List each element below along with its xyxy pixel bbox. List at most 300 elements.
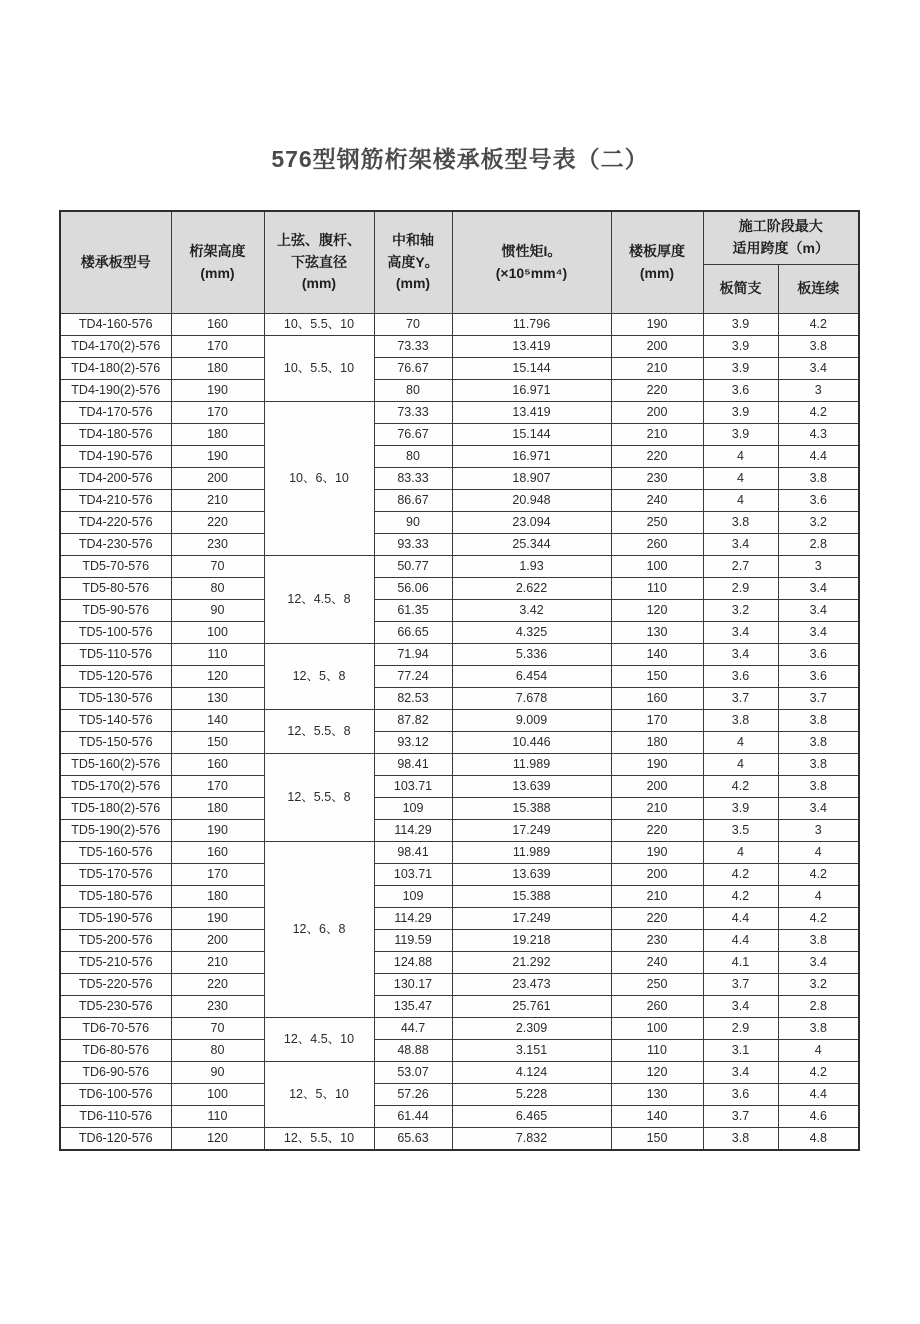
table-row: [60, 974, 859, 996]
cell-slab-thickness: 220: [611, 820, 703, 842]
cell-continuous-span: 3.8: [778, 754, 859, 776]
cell-neutral-axis-height: 66.65: [374, 622, 452, 644]
cell-inertia-moment: 7.678: [452, 688, 611, 710]
cell-slab-thickness: 230: [611, 930, 703, 952]
cell-slab-thickness: 250: [611, 974, 703, 996]
cell-model: TD4-180-576: [60, 424, 171, 446]
cell-model: TD4-180(2)-576: [60, 358, 171, 380]
cell-continuous-span: 3.4: [778, 600, 859, 622]
header-diameter-line2: 下弦直径: [291, 253, 347, 270]
cell-simple-support-span: 3.7: [703, 688, 778, 710]
cell-neutral-axis-height: 103.71: [374, 776, 452, 798]
cell-model: TD5-150-576: [60, 732, 171, 754]
cell-inertia-moment: 13.639: [452, 776, 611, 798]
cell-neutral-axis-height: 124.88: [374, 952, 452, 974]
cell-continuous-span: 4.6: [778, 1106, 859, 1128]
header-simple-support-label: 板简支: [719, 280, 762, 297]
cell-truss-height: 230: [171, 996, 264, 1018]
cell-slab-thickness: 260: [611, 534, 703, 556]
cell-neutral-axis-height: 83.33: [374, 468, 452, 490]
cell-continuous-span: 3: [778, 820, 859, 842]
cell-slab-thickness: 230: [611, 468, 703, 490]
cell-truss-height: 180: [171, 358, 264, 380]
cell-continuous-span: 3.6: [778, 666, 859, 688]
cell-continuous-span: 2.8: [778, 996, 859, 1018]
cell-inertia-moment: 5.228: [452, 1084, 611, 1106]
cell-slab-thickness: 200: [611, 776, 703, 798]
cell-truss-height: 70: [171, 556, 264, 578]
cell-truss-height: 220: [171, 512, 264, 534]
cell-slab-thickness: 150: [611, 1128, 703, 1151]
cell-slab-thickness: 200: [611, 864, 703, 886]
cell-model: TD4-220-576: [60, 512, 171, 534]
header-span-group-line2: 适用跨度（m）: [732, 240, 829, 256]
cell-continuous-span: 4.2: [778, 314, 859, 336]
cell-inertia-moment: 1.93: [452, 556, 611, 578]
table-row: [60, 864, 859, 886]
table-row: [60, 358, 859, 380]
cell-model: TD4-210-576: [60, 490, 171, 512]
cell-model: TD4-190(2)-576: [60, 380, 171, 402]
cell-continuous-span: 4: [778, 842, 859, 864]
cell-diameter: 12、5、10: [264, 1062, 374, 1128]
cell-neutral-axis-height: 61.35: [374, 600, 452, 622]
header-diameter-line3: (mm): [301, 275, 337, 292]
cell-neutral-axis-height: 98.41: [374, 754, 452, 776]
cell-slab-thickness: 260: [611, 996, 703, 1018]
cell-model: TD5-180(2)-576: [60, 798, 171, 820]
cell-continuous-span: 4.2: [778, 402, 859, 424]
cell-simple-support-span: 4.2: [703, 886, 778, 908]
cell-neutral-axis-height: 114.29: [374, 820, 452, 842]
cell-model: TD5-110-576: [60, 644, 171, 666]
cell-slab-thickness: 220: [611, 908, 703, 930]
cell-model: TD5-90-576: [60, 600, 171, 622]
cell-model: TD5-190-576: [60, 908, 171, 930]
cell-neutral-axis-height: 53.07: [374, 1062, 452, 1084]
cell-simple-support-span: 4: [703, 468, 778, 490]
cell-slab-thickness: 110: [611, 578, 703, 600]
cell-truss-height: 160: [171, 754, 264, 776]
table-row: [60, 1062, 859, 1084]
cell-truss-height: 80: [171, 1040, 264, 1062]
cell-continuous-span: 3.4: [778, 622, 859, 644]
header-model: [60, 211, 171, 314]
cell-slab-thickness: 200: [611, 402, 703, 424]
table-row: [60, 556, 859, 578]
header-model-label: 楼承板型号: [80, 253, 151, 270]
cell-model: TD5-170(2)-576: [60, 776, 171, 798]
cell-inertia-moment: 15.388: [452, 798, 611, 820]
cell-simple-support-span: 3.9: [703, 402, 778, 424]
cell-simple-support-span: 3.9: [703, 336, 778, 358]
table-row: [60, 512, 859, 534]
table-row: [60, 776, 859, 798]
table-row: [60, 798, 859, 820]
cell-continuous-span: 4.3: [778, 424, 859, 446]
table-row: [60, 600, 859, 622]
cell-simple-support-span: 4.4: [703, 908, 778, 930]
cell-slab-thickness: 240: [611, 952, 703, 974]
cell-inertia-moment: 19.218: [452, 930, 611, 952]
cell-continuous-span: 3.4: [778, 952, 859, 974]
cell-simple-support-span: 4: [703, 490, 778, 512]
table-header: [60, 211, 859, 314]
cell-slab-thickness: 100: [611, 556, 703, 578]
cell-model: TD5-130-576: [60, 688, 171, 710]
table-row: [60, 1128, 859, 1151]
cell-diameter: 10、6、10: [264, 402, 374, 556]
cell-neutral-axis-height: 65.63: [374, 1128, 452, 1151]
cell-model: TD4-160-576: [60, 314, 171, 336]
cell-inertia-moment: 23.473: [452, 974, 611, 996]
cell-truss-height: 180: [171, 798, 264, 820]
table-row: [60, 622, 859, 644]
cell-slab-thickness: 200: [611, 336, 703, 358]
cell-truss-height: 190: [171, 380, 264, 402]
cell-inertia-moment: 16.971: [452, 446, 611, 468]
cell-truss-height: 180: [171, 424, 264, 446]
cell-truss-height: 150: [171, 732, 264, 754]
cell-inertia-moment: 13.419: [452, 402, 611, 424]
cell-truss-height: 140: [171, 710, 264, 732]
cell-model: TD6-70-576: [60, 1018, 171, 1040]
cell-neutral-axis-height: 87.82: [374, 710, 452, 732]
cell-inertia-moment: 7.832: [452, 1128, 611, 1151]
table-row: [60, 1018, 859, 1040]
cell-neutral-axis-height: 61.44: [374, 1106, 452, 1128]
table-row: [60, 908, 859, 930]
cell-truss-height: 190: [171, 820, 264, 842]
cell-continuous-span: 4: [778, 886, 859, 908]
cell-inertia-moment: 20.948: [452, 490, 611, 512]
cell-model: TD5-170-576: [60, 864, 171, 886]
cell-diameter: 12、5.5、8: [264, 754, 374, 842]
table-row: [60, 732, 859, 754]
cell-inertia-moment: 11.989: [452, 842, 611, 864]
cell-inertia-moment: 3.42: [452, 600, 611, 622]
cell-slab-thickness: 240: [611, 490, 703, 512]
table-row: [60, 754, 859, 776]
table-row: [60, 380, 859, 402]
cell-truss-height: 200: [171, 930, 264, 952]
cell-model: TD4-200-576: [60, 468, 171, 490]
cell-inertia-moment: 16.971: [452, 380, 611, 402]
table-row: [60, 952, 859, 974]
cell-model: TD4-190-576: [60, 446, 171, 468]
header-diameter-line1: 上弦、腹杆、: [277, 231, 361, 248]
cell-simple-support-span: 3.4: [703, 534, 778, 556]
cell-truss-height: 230: [171, 534, 264, 556]
cell-continuous-span: 3: [778, 556, 859, 578]
cell-truss-height: 210: [171, 490, 264, 512]
cell-model: TD5-180-576: [60, 886, 171, 908]
table-row: [60, 446, 859, 468]
cell-slab-thickness: 140: [611, 1106, 703, 1128]
header-neutral-axis-line1: 中和轴: [392, 231, 434, 248]
cell-inertia-moment: 13.639: [452, 864, 611, 886]
cell-truss-height: 200: [171, 468, 264, 490]
cell-model: TD5-230-576: [60, 996, 171, 1018]
cell-continuous-span: 3.8: [778, 776, 859, 798]
cell-slab-thickness: 210: [611, 358, 703, 380]
cell-neutral-axis-height: 86.67: [374, 490, 452, 512]
cell-continuous-span: 4.4: [778, 1084, 859, 1106]
cell-inertia-moment: 11.989: [452, 754, 611, 776]
cell-simple-support-span: 4.2: [703, 864, 778, 886]
cell-slab-thickness: 190: [611, 842, 703, 864]
cell-neutral-axis-height: 56.06: [374, 578, 452, 600]
cell-simple-support-span: 3.5: [703, 820, 778, 842]
header-continuous: [778, 265, 859, 314]
cell-model: TD5-210-576: [60, 952, 171, 974]
table-row: [60, 490, 859, 512]
cell-diameter: 12、4.5、10: [264, 1018, 374, 1062]
spec-table: [59, 210, 860, 1151]
cell-inertia-moment: 9.009: [452, 710, 611, 732]
cell-inertia-moment: 6.454: [452, 666, 611, 688]
cell-neutral-axis-height: 76.67: [374, 358, 452, 380]
cell-diameter: 10、5.5、10: [264, 314, 374, 336]
cell-inertia-moment: 6.465: [452, 1106, 611, 1128]
cell-slab-thickness: 110: [611, 1040, 703, 1062]
cell-inertia-moment: 25.761: [452, 996, 611, 1018]
cell-inertia-moment: 4.124: [452, 1062, 611, 1084]
cell-neutral-axis-height: 114.29: [374, 908, 452, 930]
cell-continuous-span: 4.2: [778, 908, 859, 930]
cell-simple-support-span: 4.1: [703, 952, 778, 974]
cell-slab-thickness: 250: [611, 512, 703, 534]
header-diameter: [264, 211, 374, 314]
cell-truss-height: 190: [171, 908, 264, 930]
cell-simple-support-span: 4: [703, 732, 778, 754]
page-title: 576型钢筋桁架楼承板型号表（二）: [271, 146, 649, 172]
cell-inertia-moment: 17.249: [452, 820, 611, 842]
cell-truss-height: 80: [171, 578, 264, 600]
table-row: [60, 1106, 859, 1128]
cell-neutral-axis-height: 73.33: [374, 402, 452, 424]
cell-simple-support-span: 3.4: [703, 622, 778, 644]
cell-neutral-axis-height: 57.26: [374, 1084, 452, 1106]
table-row: [60, 644, 859, 666]
table-row: [60, 534, 859, 556]
cell-inertia-moment: 18.907: [452, 468, 611, 490]
header-inertia: [452, 211, 611, 314]
cell-simple-support-span: 3.7: [703, 1106, 778, 1128]
header-simple-support: [703, 265, 778, 314]
cell-neutral-axis-height: 77.24: [374, 666, 452, 688]
cell-slab-thickness: 140: [611, 644, 703, 666]
cell-slab-thickness: 150: [611, 666, 703, 688]
cell-truss-height: 210: [171, 952, 264, 974]
cell-model: TD4-170(2)-576: [60, 336, 171, 358]
header-truss-height: [171, 211, 264, 314]
cell-model: TD6-90-576: [60, 1062, 171, 1084]
cell-model: TD5-160(2)-576: [60, 754, 171, 776]
cell-model: TD5-70-576: [60, 556, 171, 578]
header-continuous-label: 板连续: [797, 280, 840, 297]
cell-diameter: 12、5、8: [264, 644, 374, 710]
cell-continuous-span: 3.6: [778, 490, 859, 512]
cell-diameter: 12、6、8: [264, 842, 374, 1018]
cell-inertia-moment: 15.144: [452, 424, 611, 446]
cell-simple-support-span: 3.7: [703, 974, 778, 996]
header-neutral-axis-line3: (mm): [395, 275, 431, 292]
cell-inertia-moment: 2.309: [452, 1018, 611, 1040]
cell-simple-support-span: 2.7: [703, 556, 778, 578]
cell-diameter: 12、5.5、10: [264, 1128, 374, 1151]
table-row: [60, 930, 859, 952]
cell-neutral-axis-height: 93.33: [374, 534, 452, 556]
cell-continuous-span: 4: [778, 1040, 859, 1062]
cell-inertia-moment: 21.292: [452, 952, 611, 974]
cell-slab-thickness: 130: [611, 622, 703, 644]
cell-simple-support-span: 3.1: [703, 1040, 778, 1062]
header-neutral-axis-line2: 高度Y。: [387, 253, 439, 270]
cell-model: TD5-100-576: [60, 622, 171, 644]
cell-neutral-axis-height: 44.7: [374, 1018, 452, 1040]
cell-continuous-span: 3.8: [778, 1018, 859, 1040]
table-row: [60, 996, 859, 1018]
cell-simple-support-span: 3.4: [703, 996, 778, 1018]
cell-neutral-axis-height: 82.53: [374, 688, 452, 710]
cell-truss-height: 100: [171, 1084, 264, 1106]
cell-truss-height: 180: [171, 886, 264, 908]
cell-truss-height: 130: [171, 688, 264, 710]
cell-neutral-axis-height: 130.17: [374, 974, 452, 996]
cell-continuous-span: 4.8: [778, 1128, 859, 1151]
table-row: [60, 314, 859, 336]
cell-model: TD4-230-576: [60, 534, 171, 556]
cell-slab-thickness: 220: [611, 380, 703, 402]
cell-inertia-moment: 11.796: [452, 314, 611, 336]
cell-slab-thickness: 160: [611, 688, 703, 710]
cell-slab-thickness: 220: [611, 446, 703, 468]
cell-truss-height: 110: [171, 1106, 264, 1128]
cell-truss-height: 120: [171, 1128, 264, 1151]
table-row: [60, 820, 859, 842]
table-row: [60, 424, 859, 446]
table-row: [60, 402, 859, 424]
header-span-group: [703, 211, 859, 265]
cell-continuous-span: 3.2: [778, 512, 859, 534]
cell-inertia-moment: 13.419: [452, 336, 611, 358]
cell-model: TD5-190(2)-576: [60, 820, 171, 842]
table-row: [60, 886, 859, 908]
cell-simple-support-span: 4: [703, 754, 778, 776]
cell-model: TD5-80-576: [60, 578, 171, 600]
table-row: [60, 1040, 859, 1062]
cell-continuous-span: 4.2: [778, 1062, 859, 1084]
cell-inertia-moment: 25.344: [452, 534, 611, 556]
cell-truss-height: 100: [171, 622, 264, 644]
cell-slab-thickness: 190: [611, 754, 703, 776]
cell-truss-height: 90: [171, 600, 264, 622]
cell-simple-support-span: 3.8: [703, 710, 778, 732]
cell-model: TD5-220-576: [60, 974, 171, 996]
header-slab-thickness-line1: 楼板厚度: [629, 242, 685, 259]
cell-simple-support-span: 3.2: [703, 600, 778, 622]
cell-continuous-span: 3.7: [778, 688, 859, 710]
cell-simple-support-span: 3.6: [703, 1084, 778, 1106]
table-row: [60, 710, 859, 732]
header-truss-height-line1: 桁架高度: [189, 242, 246, 259]
cell-continuous-span: 3.4: [778, 358, 859, 380]
cell-inertia-moment: 15.144: [452, 358, 611, 380]
cell-neutral-axis-height: 48.88: [374, 1040, 452, 1062]
cell-simple-support-span: 3.8: [703, 512, 778, 534]
cell-continuous-span: 3.2: [778, 974, 859, 996]
cell-slab-thickness: 190: [611, 314, 703, 336]
cell-neutral-axis-height: 103.71: [374, 864, 452, 886]
header-slab-thickness-line2: (mm): [639, 264, 675, 281]
cell-continuous-span: 3.8: [778, 710, 859, 732]
cell-diameter: 12、5.5、8: [264, 710, 374, 754]
header-neutral-axis: [374, 211, 452, 314]
cell-truss-height: 220: [171, 974, 264, 996]
header-span-group-line1: 施工阶段最大: [738, 218, 823, 235]
table-row: [60, 336, 859, 358]
cell-inertia-moment: 5.336: [452, 644, 611, 666]
header-truss-height-line2: (mm): [200, 264, 235, 281]
header-inertia-line2: (×10⁵mm⁴): [495, 264, 568, 281]
header-slab-thickness: [611, 211, 703, 314]
cell-continuous-span: 3.6: [778, 644, 859, 666]
cell-continuous-span: 3.8: [778, 336, 859, 358]
cell-slab-thickness: 210: [611, 798, 703, 820]
cell-inertia-moment: 23.094: [452, 512, 611, 534]
cell-truss-height: 170: [171, 776, 264, 798]
cell-truss-height: 160: [171, 842, 264, 864]
cell-neutral-axis-height: 93.12: [374, 732, 452, 754]
cell-continuous-span: 3.8: [778, 468, 859, 490]
cell-truss-height: 160: [171, 314, 264, 336]
cell-simple-support-span: 4.4: [703, 930, 778, 952]
cell-simple-support-span: 3.6: [703, 380, 778, 402]
table-row: [60, 578, 859, 600]
cell-model: TD5-120-576: [60, 666, 171, 688]
cell-simple-support-span: 3.9: [703, 798, 778, 820]
cell-neutral-axis-height: 98.41: [374, 842, 452, 864]
cell-truss-height: 110: [171, 644, 264, 666]
cell-continuous-span: 2.8: [778, 534, 859, 556]
cell-inertia-moment: 10.446: [452, 732, 611, 754]
cell-diameter: 10、5.5、10: [264, 336, 374, 402]
cell-truss-height: 170: [171, 336, 264, 358]
cell-simple-support-span: 3.9: [703, 314, 778, 336]
cell-model: TD6-80-576: [60, 1040, 171, 1062]
cell-neutral-axis-height: 119.59: [374, 930, 452, 952]
table-row: [60, 1084, 859, 1106]
cell-simple-support-span: 2.9: [703, 1018, 778, 1040]
cell-slab-thickness: 170: [611, 710, 703, 732]
cell-simple-support-span: 3.4: [703, 1062, 778, 1084]
cell-slab-thickness: 100: [611, 1018, 703, 1040]
cell-neutral-axis-height: 109: [374, 886, 452, 908]
cell-truss-height: 120: [171, 666, 264, 688]
cell-simple-support-span: 3.8: [703, 1128, 778, 1151]
cell-simple-support-span: 4.2: [703, 776, 778, 798]
table-row: [60, 666, 859, 688]
table-row: [60, 468, 859, 490]
table-row: [60, 842, 859, 864]
cell-model: TD6-120-576: [60, 1128, 171, 1151]
cell-inertia-moment: 4.325: [452, 622, 611, 644]
cell-model: TD5-200-576: [60, 930, 171, 952]
cell-truss-height: 170: [171, 402, 264, 424]
cell-continuous-span: 3.8: [778, 930, 859, 952]
cell-inertia-moment: 17.249: [452, 908, 611, 930]
